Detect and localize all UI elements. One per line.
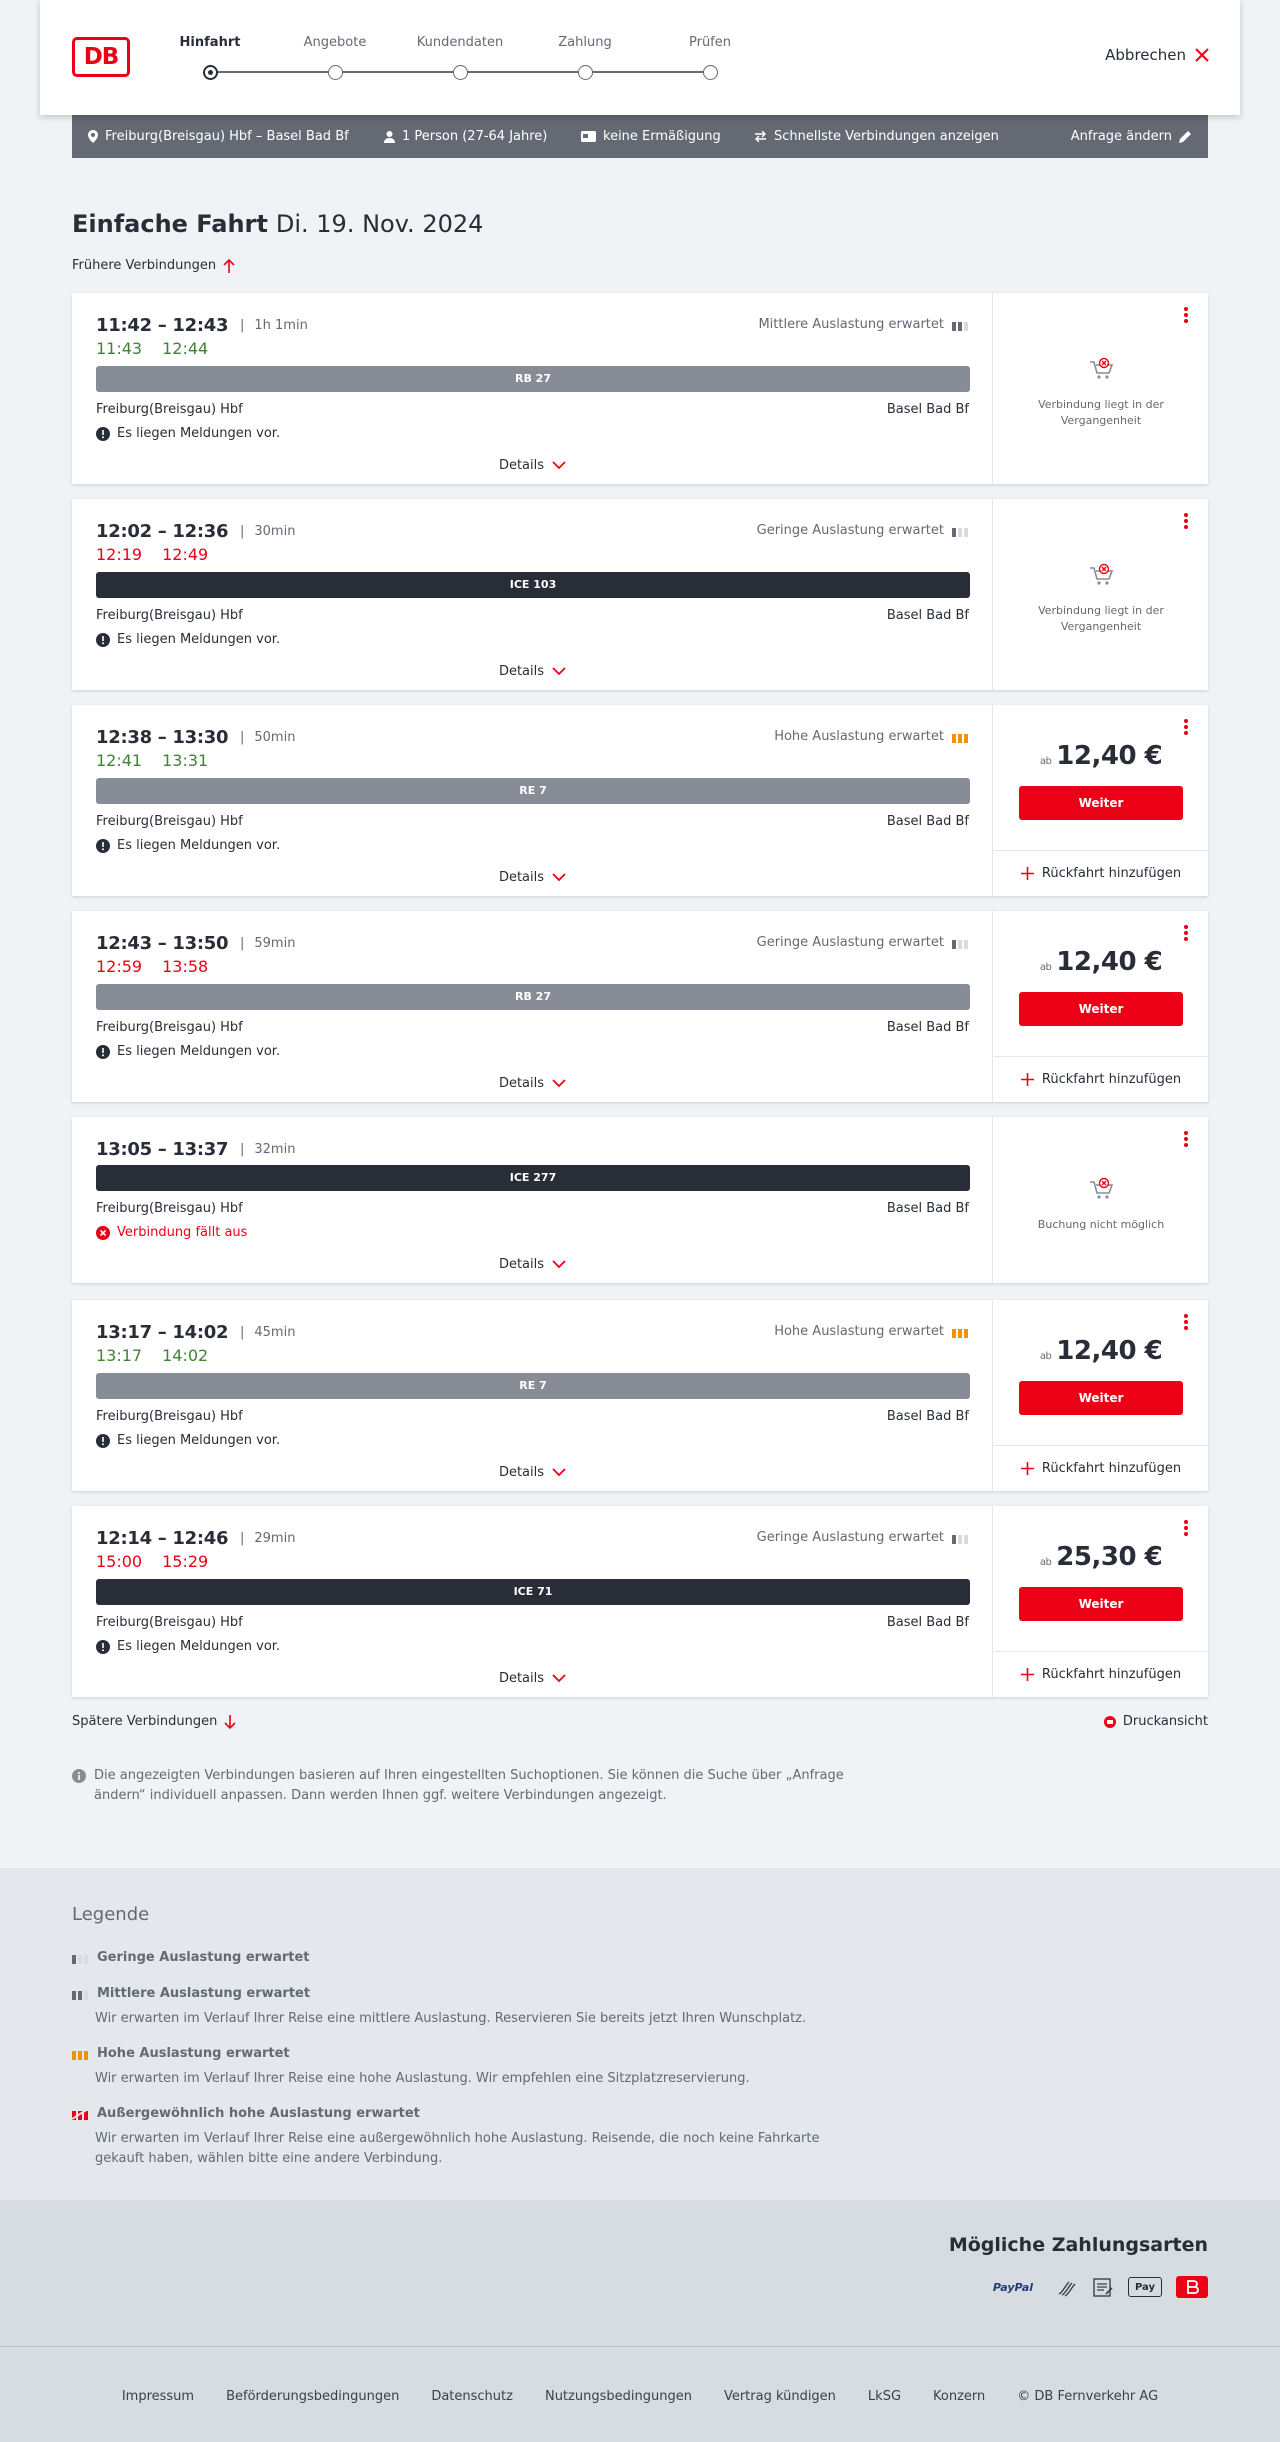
departure-station: Freiburg(Breisgau) Hbf <box>96 1409 243 1424</box>
realtime-arrival: 12:49 <box>162 545 209 564</box>
occupancy-high-icon <box>952 1326 968 1338</box>
alert-icon <box>96 1434 110 1448</box>
add-return-label: Rückfahrt hinzufügen <box>1041 1461 1182 1476</box>
add-return-label: Rückfahrt hinzufügen <box>1041 1667 1182 1682</box>
occupancy-info <box>757 1530 968 1545</box>
trip-type: Einfache Fahrt <box>72 210 268 238</box>
alert-icon <box>96 427 110 441</box>
alert-icon <box>96 1045 110 1059</box>
train-bar[interactable]: ICE 71 <box>96 1579 970 1605</box>
details-label: Details <box>498 1465 545 1480</box>
legend-item-title: Geringe Auslastung erwartet <box>97 1950 310 1965</box>
chevron-down-icon <box>552 667 566 676</box>
occupancy-info <box>774 1324 968 1339</box>
message-text: Es liegen Meldungen vor. <box>117 1639 281 1654</box>
weiter-button[interactable]: Weiter <box>1019 786 1183 820</box>
plus-icon <box>1021 1462 1034 1475</box>
connection-message <box>96 1639 280 1654</box>
occupancy-text: Hohe Auslastung erwartet <box>774 729 944 744</box>
connection-card <box>72 1117 1208 1283</box>
print-icon <box>1104 1716 1116 1728</box>
price <box>994 947 1208 977</box>
close-icon <box>1194 47 1210 63</box>
discount-summary <box>581 115 721 158</box>
offer-panel <box>994 293 1208 484</box>
arrival-station: Basel Bad Bf <box>886 1020 969 1035</box>
more-options-icon[interactable] <box>1180 1314 1192 1332</box>
weiter-button[interactable]: Weiter <box>1019 1381 1183 1415</box>
arrow-up-icon <box>223 259 235 273</box>
add-return-label: Rückfahrt hinzufügen <box>1041 1072 1182 1087</box>
price <box>994 741 1208 771</box>
more-options-icon[interactable] <box>1180 1131 1192 1149</box>
duration: | 59min <box>240 936 295 951</box>
occupancy-low-icon <box>952 525 968 537</box>
connection-card <box>72 911 1208 1102</box>
swap-arrows-icon <box>754 131 767 142</box>
add-return-trip-button[interactable] <box>994 850 1208 896</box>
details-toggle[interactable] <box>72 1671 993 1686</box>
footer <box>0 2346 1280 2442</box>
occupancy-medium-icon <box>952 319 968 331</box>
train-bar[interactable]: ICE 103 <box>96 572 970 598</box>
page-title <box>72 210 483 238</box>
connection-details <box>72 1506 993 1697</box>
footer-link-vertrag-kuendigen[interactable]: Vertrag kündigen <box>723 2389 836 2404</box>
occupancy-info <box>758 317 968 332</box>
more-options-icon[interactable] <box>1180 1520 1192 1538</box>
connection-details <box>72 293 993 484</box>
legend-item-low <box>72 1950 310 1965</box>
person-icon <box>384 131 395 143</box>
edit-request-button[interactable] <box>1071 115 1192 158</box>
footer-link-impressum[interactable]: Impressum <box>121 2389 195 2404</box>
message-text: Es liegen Meldungen vor. <box>117 838 281 853</box>
step-dot <box>578 65 593 80</box>
step-dot <box>703 65 718 80</box>
connection-message <box>96 1433 280 1448</box>
occupancy-low-icon <box>72 1952 88 1964</box>
price-value: 12,40 € <box>1056 1336 1163 1366</box>
details-label: Details <box>498 664 545 679</box>
price-value: 12,40 € <box>1056 947 1163 977</box>
earlier-label: Frühere Verbindungen <box>72 258 217 273</box>
search-info-note <box>72 1766 852 1806</box>
bahncard-icon <box>581 131 596 142</box>
add-return-label: Rückfahrt hinzufügen <box>1041 866 1182 881</box>
realtime-times <box>96 1552 208 1571</box>
scheduled-times: 11:42 – 12:43 <box>96 315 229 336</box>
details-label: Details <box>498 1257 545 1272</box>
footer-link-nutzungsbedingungen[interactable]: Nutzungsbedingungen <box>544 2389 692 2404</box>
connection-message <box>96 632 280 647</box>
add-return-trip-button[interactable] <box>994 1445 1208 1491</box>
price-prefix: ab <box>1039 1557 1052 1568</box>
realtime-times <box>96 751 208 770</box>
fastest-text: Schnellste Verbindungen anzeigen <box>774 129 999 144</box>
price-value: 12,40 € <box>1056 741 1163 771</box>
realtime-times <box>96 1346 208 1365</box>
more-options-icon[interactable] <box>1180 513 1192 531</box>
footer-link-konzern[interactable]: Konzern <box>933 2389 986 2404</box>
message-text: Es liegen Meldungen vor. <box>117 632 281 647</box>
apple-pay-icon <box>1128 2277 1162 2297</box>
alert-icon <box>96 633 110 647</box>
connection-card <box>72 293 1208 484</box>
realtime-times <box>96 545 208 564</box>
earlier-connections-link[interactable] <box>72 258 235 273</box>
arrival-station: Basel Bad Bf <box>886 402 969 417</box>
realtime-times <box>96 339 208 358</box>
connection-details <box>72 1300 993 1491</box>
realtime-departure: 12:59 <box>96 957 143 976</box>
passenger-text: 1 Person (27-64 Jahre) <box>402 129 548 144</box>
plus-icon <box>1021 1073 1034 1086</box>
connection-details <box>72 705 993 896</box>
footer-links <box>0 2389 1280 2404</box>
realtime-departure: 12:19 <box>96 545 143 564</box>
sepa-icon <box>1092 2276 1114 2298</box>
connection-details <box>72 1117 993 1283</box>
db-card-icon <box>1176 2276 1208 2298</box>
legend-item-text: Wir erwarten im Verlauf Ihrer Reise eine hohe Auslastung. Wir empfehlen eine Sitzplatzreservierung. <box>95 2071 750 2086</box>
duration: | 45min <box>240 1325 295 1340</box>
info-icon <box>72 1769 86 1783</box>
scheduled-times: 12:14 – 12:46 <box>96 1528 229 1549</box>
realtime-departure: 11:43 <box>96 339 143 358</box>
footer-copyright: © DB Fernverkehr AG <box>1017 2389 1159 2404</box>
details-label: Details <box>498 1671 545 1686</box>
cart-unavailable-icon <box>1087 561 1115 589</box>
step-dot <box>203 65 218 80</box>
arrow-down-icon <box>224 1715 236 1729</box>
occupancy-info <box>757 935 968 950</box>
scheduled-times: 12:38 – 13:30 <box>96 727 229 748</box>
chevron-down-icon <box>552 1468 566 1477</box>
step-label: Angebote <box>303 35 367 50</box>
passenger-summary <box>384 115 547 158</box>
offer-panel <box>994 499 1208 690</box>
paypal-label: PayPal <box>992 2280 1034 2294</box>
add-return-trip-button[interactable] <box>994 1056 1208 1102</box>
realtime-arrival: 14:02 <box>162 1346 209 1365</box>
search-summary-bar <box>72 115 1208 158</box>
step-pruefen <box>645 35 775 80</box>
payment-methods-section <box>0 2200 1280 2346</box>
train-bar[interactable]: ICE 277 <box>96 1165 970 1191</box>
connection-details <box>72 499 993 690</box>
weiter-button[interactable]: Weiter <box>1019 992 1183 1026</box>
price <box>994 1336 1208 1366</box>
cancel-label: Abbrechen <box>1105 46 1186 64</box>
message-text: Es liegen Meldungen vor. <box>117 1433 281 1448</box>
arrival-station: Basel Bad Bf <box>886 1409 969 1424</box>
train-bar[interactable]: RE 7 <box>96 1373 970 1399</box>
legend-item-title: Hohe Auslastung erwartet <box>97 2046 290 2061</box>
scheduled-times: 12:43 – 13:50 <box>96 933 229 954</box>
occupancy-low-icon <box>952 1532 968 1544</box>
realtime-departure: 12:41 <box>96 751 143 770</box>
cart-unavailable-icon <box>1087 1175 1115 1203</box>
occupancy-low-icon <box>952 937 968 949</box>
past-connection-note: Verbindung liegt in der Vergangenheit <box>1038 398 1164 427</box>
scheduled-times: 13:05 – 13:37 <box>96 1139 229 1160</box>
arrival-station: Basel Bad Bf <box>886 814 969 829</box>
booking-not-possible-note: Buchung nicht möglich <box>1037 1218 1165 1231</box>
giropay-icon <box>1056 2276 1078 2298</box>
price-prefix: ab <box>1039 1351 1052 1362</box>
step-label: Hinfahrt <box>179 35 241 50</box>
departure-station: Freiburg(Breisgau) Hbf <box>96 1615 243 1630</box>
departure-station: Freiburg(Breisgau) Hbf <box>96 402 243 417</box>
more-options-icon[interactable] <box>1180 925 1192 943</box>
message-text: Es liegen Meldungen vor. <box>117 426 281 441</box>
more-options-icon[interactable] <box>1180 307 1192 325</box>
step-kundendaten <box>395 35 525 80</box>
legend-item-title: Außergewöhnlich hohe Auslastung erwartet <box>97 2106 420 2121</box>
apple-pay-label: Pay <box>1134 2281 1156 2293</box>
discount-text: keine Ermäßigung <box>603 129 721 144</box>
occupancy-text: Mittlere Auslastung erwartet <box>758 317 944 332</box>
departure-station: Freiburg(Breisgau) Hbf <box>96 608 243 623</box>
price-prefix: ab <box>1039 756 1052 767</box>
error-icon <box>96 1226 110 1240</box>
legend-item-high <box>72 2046 750 2089</box>
legend-item-title: Mittlere Auslastung erwartet <box>97 1986 311 2001</box>
occupancy-text: Geringe Auslastung erwartet <box>756 1530 944 1545</box>
duration: | 32min <box>240 1142 295 1157</box>
legend-item-text: Wir erwarten im Verlauf Ihrer Reise eine außergewöhnlich hohe Auslastung. Reisende, die noch keine Fahrkarte gekauft haben, wählen bitte eine andere Verbindung. <box>95 2131 820 2166</box>
edit-request-label: Anfrage ändern <box>1070 129 1172 144</box>
chevron-down-icon <box>552 1674 566 1683</box>
details-label: Details <box>498 1076 545 1091</box>
details-toggle[interactable] <box>72 664 993 679</box>
details-toggle[interactable] <box>72 1076 993 1091</box>
occupancy-high-icon <box>952 731 968 743</box>
details-toggle[interactable] <box>72 870 993 885</box>
plus-icon <box>1021 1668 1034 1681</box>
message-text: Verbindung fällt aus <box>117 1225 248 1240</box>
offer-panel <box>994 705 1208 896</box>
trip-date: Di. 19. Nov. 2024 <box>275 210 484 238</box>
step-label: Kundendaten <box>416 35 504 50</box>
occupancy-info <box>774 729 968 744</box>
legend-section <box>0 1868 1280 2200</box>
legend-item-text: Wir erwarten im Verlauf Ihrer Reise eine mittlere Auslastung. Reservieren Sie bereits jetzt Ihren Wunschplatz. <box>95 2011 807 2026</box>
later-connections-link[interactable] <box>72 1714 236 1729</box>
chevron-down-icon <box>552 1260 566 1269</box>
alert-icon <box>96 839 110 853</box>
duration: | 29min <box>240 1531 295 1546</box>
footer-link-lksg[interactable]: LkSG <box>867 2389 902 2404</box>
connection-message <box>96 838 280 853</box>
realtime-arrival: 13:31 <box>162 751 209 770</box>
occupancy-very-high-icon <box>72 2108 88 2120</box>
step-hinfahrt <box>145 35 275 80</box>
offer-panel <box>994 911 1208 1102</box>
cart-unavailable-icon <box>1087 355 1115 383</box>
later-label: Spätere Verbindungen <box>72 1714 218 1729</box>
past-connection-note: Verbindung liegt in der Vergangenheit <box>1038 604 1164 633</box>
occupancy-text: Geringe Auslastung erwartet <box>756 523 944 538</box>
step-dot <box>453 65 468 80</box>
connection-message <box>96 1044 280 1059</box>
print-label: Druckansicht <box>1122 1714 1208 1729</box>
info-text: Die angezeigten Verbindungen basieren auf Ihren eingestellten Suchoptionen. Sie können die Suche über „Anfrage ändern“ individuell anpassen. Dann werden Ihnen ggf. weitere Verbindungen angezeigt. <box>94 1768 844 1803</box>
connection-card <box>72 499 1208 690</box>
chevron-down-icon <box>552 461 566 470</box>
db-logo[interactable]: DB <box>72 37 130 77</box>
payment-title: Mögliche Zahlungsarten <box>948 2234 1208 2256</box>
more-options-icon[interactable] <box>1180 719 1192 737</box>
arrival-station: Basel Bad Bf <box>886 1615 969 1630</box>
connection-message <box>96 426 280 441</box>
details-label: Details <box>498 870 545 885</box>
step-label: Zahlung <box>558 35 612 50</box>
chevron-down-icon <box>552 1079 566 1088</box>
header <box>40 0 1240 115</box>
arrival-station: Basel Bad Bf <box>886 608 969 623</box>
duration: | 50min <box>240 730 295 745</box>
print-view-link[interactable] <box>1104 1714 1208 1729</box>
plus-icon <box>1021 867 1034 880</box>
price-prefix: ab <box>1039 962 1052 973</box>
paypal-icon <box>984 2276 1042 2298</box>
train-bar[interactable]: RB 27 <box>96 366 970 392</box>
step-dot <box>328 65 343 80</box>
details-toggle[interactable] <box>72 1465 993 1480</box>
message-text: Es liegen Meldungen vor. <box>117 1044 281 1059</box>
realtime-departure: 15:00 <box>96 1552 143 1571</box>
details-toggle[interactable] <box>72 1257 993 1272</box>
step-label: Prüfen <box>688 35 731 50</box>
offer-panel <box>994 1506 1208 1697</box>
departure-station: Freiburg(Breisgau) Hbf <box>96 1201 243 1216</box>
alert-icon <box>96 1640 110 1654</box>
realtime-departure: 13:17 <box>96 1346 143 1365</box>
location-pin-icon <box>88 130 98 143</box>
realtime-arrival: 13:58 <box>162 957 209 976</box>
duration: | 30min <box>240 524 295 539</box>
pencil-icon <box>1179 130 1192 143</box>
duration: | 1h 1min <box>240 318 308 333</box>
occupancy-medium-icon <box>72 1988 88 2000</box>
train-bar[interactable]: RE 7 <box>96 778 970 804</box>
realtime-arrival: 12:44 <box>162 339 209 358</box>
legend-item-medium <box>72 1986 806 2029</box>
departure-station: Freiburg(Breisgau) Hbf <box>96 814 243 829</box>
route-text: Freiburg(Breisgau) Hbf – Basel Bad Bf <box>105 129 349 144</box>
legend-title: Legende <box>72 1904 150 1925</box>
offer-panel <box>994 1117 1208 1283</box>
add-return-trip-button[interactable] <box>994 1651 1208 1697</box>
occupancy-text: Hohe Auslastung erwartet <box>774 1324 944 1339</box>
departure-station: Freiburg(Breisgau) Hbf <box>96 1020 243 1035</box>
train-bar[interactable]: RB 27 <box>96 984 970 1010</box>
connection-card <box>72 1300 1208 1491</box>
offer-panel <box>994 1300 1208 1491</box>
payment-icons <box>984 2276 1208 2298</box>
footer-link-datenschutz[interactable]: Datenschutz <box>431 2389 513 2404</box>
scheduled-times: 13:17 – 14:02 <box>96 1322 229 1343</box>
legend-item-very-high <box>72 2106 825 2169</box>
arrival-station: Basel Bad Bf <box>886 1201 969 1216</box>
scheduled-times: 12:02 – 12:36 <box>96 521 229 542</box>
occupancy-text: Geringe Auslastung erwartet <box>756 935 944 950</box>
realtime-arrival: 15:29 <box>162 1552 209 1571</box>
details-toggle[interactable] <box>72 458 993 473</box>
realtime-times <box>96 957 208 976</box>
connection-message <box>96 1225 247 1240</box>
occupancy-info <box>757 523 968 538</box>
step-angebote <box>270 35 400 80</box>
route-summary <box>88 115 349 158</box>
cancel-button[interactable] <box>1105 46 1210 64</box>
connection-card <box>72 1506 1208 1697</box>
footer-link-befoerderungsbedingungen[interactable]: Beförderungsbedingungen <box>226 2389 400 2404</box>
occupancy-high-icon <box>72 2048 88 2060</box>
step-zahlung <box>520 35 650 80</box>
connection-details <box>72 911 993 1102</box>
price-value: 25,30 € <box>1056 1542 1163 1572</box>
fastest-toggle[interactable] <box>754 115 999 158</box>
details-label: Details <box>498 458 545 473</box>
chevron-down-icon <box>552 873 566 882</box>
price <box>994 1542 1208 1572</box>
connection-card <box>72 705 1208 896</box>
weiter-button[interactable]: Weiter <box>1019 1587 1183 1621</box>
